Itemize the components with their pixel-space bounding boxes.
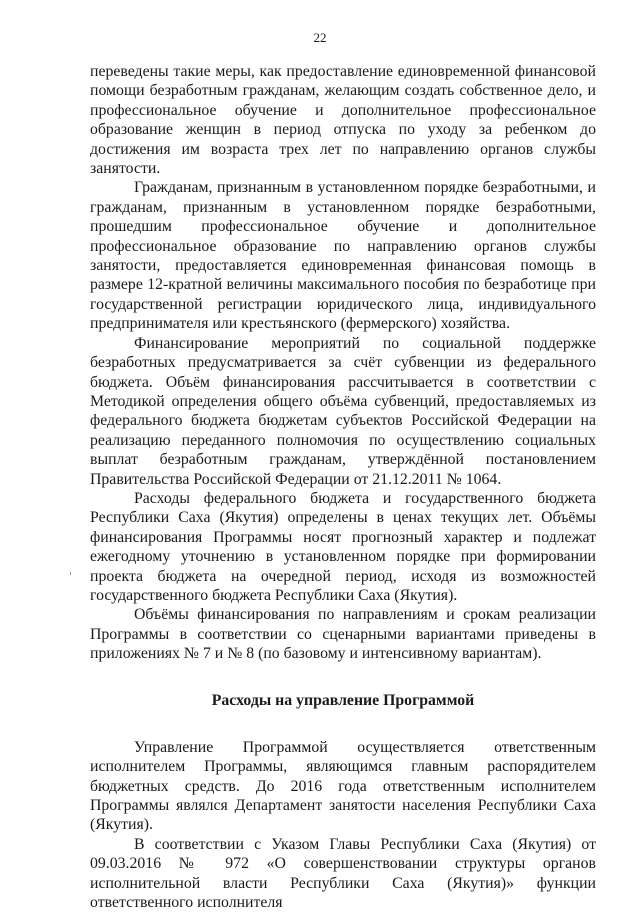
paragraph-3: Финансирование мероприятий по социальной поддержке безработных предусматривается за счёт субвенции из федерального бюджета. Объём финансирования рассчитывается в соответствии с Методикой определения общего объёма субвенций, предоставляемых из федерального бюджета бюджетам субъектов Российской Федерации на реализацию переданного полномочия по осуществлению социальных выплат безработным гражданам, утверждённой постановлением Правительства Российской Федерации от 21.12.2011 № 1064. [90, 334, 596, 488]
spacer [90, 710, 596, 729]
document-body [90, 62, 596, 912]
section-paragraph-2: В соответствии с Указом Главы Республики Саха (Якутия) от 09.03.2016 № 972 «О совершенствовании структуры органов исполнительной власти Республики Саха (Якутия)» функции ответственного исполнителя [90, 835, 596, 912]
page-number: 22 [313, 30, 327, 45]
paragraph-1: переведены такие меры, как предоставление единовременной финансовой помощи безработным гражданам, желающим создать собственное дело, и профессиональное обучение и дополнительное профессиональное образование женщин в период отпуска по уходу за ребенком до достижения им возраста трех лет по направлению органов службы занятости. [90, 63, 596, 178]
spacer [90, 664, 596, 683]
spacer [90, 683, 596, 691]
paragraph-5: Объёмы финансирования по направлениям и срокам реализации Программы в соответствии со сценарными вариантами приведены в приложениях № 7 и № 8 (по базовому и интенсивному вариантам). [90, 606, 596, 663]
paragraph-4: Расходы федерального бюджета и государственного бюджета Республики Саха (Якутия) определены в ценах текущих лет. Объёмы финансирования Программы носят прогнозный характер и подлежат ежегодному уточнению в установленном порядке при формировании проекта бюджета на очередной период, исходя из возможностей государственного бюджета Республики Саха (Якутия). [90, 489, 596, 604]
margin-mark [70, 572, 71, 575]
section-paragraph-1: Управление Программой осуществляется ответственным исполнителем Программы, являющимся главным распорядителем бюджетных средств. До 2016 года ответственным исполнителем Программы являлся Департамент занятости населения Республики Саха (Якутия). [90, 738, 596, 834]
spacer [90, 730, 596, 738]
paragraph-2: Гражданам, признанным в установленном порядке безработными, и гражданам, признанным в установленном порядке безработными, прошедшим профессиональное обучение и дополнительное профессиональное образование по направлению органов службы занятости, предоставляется единовременная финансовая помощь в размере 12-кратной величины максимального пособия по безработице при государственной регистрации юридического лица, индивидуального предпринимателя или крестьянского (фермерского) хозяйства. [90, 179, 596, 333]
section-heading: Расходы на управление Программой [211, 691, 475, 709]
